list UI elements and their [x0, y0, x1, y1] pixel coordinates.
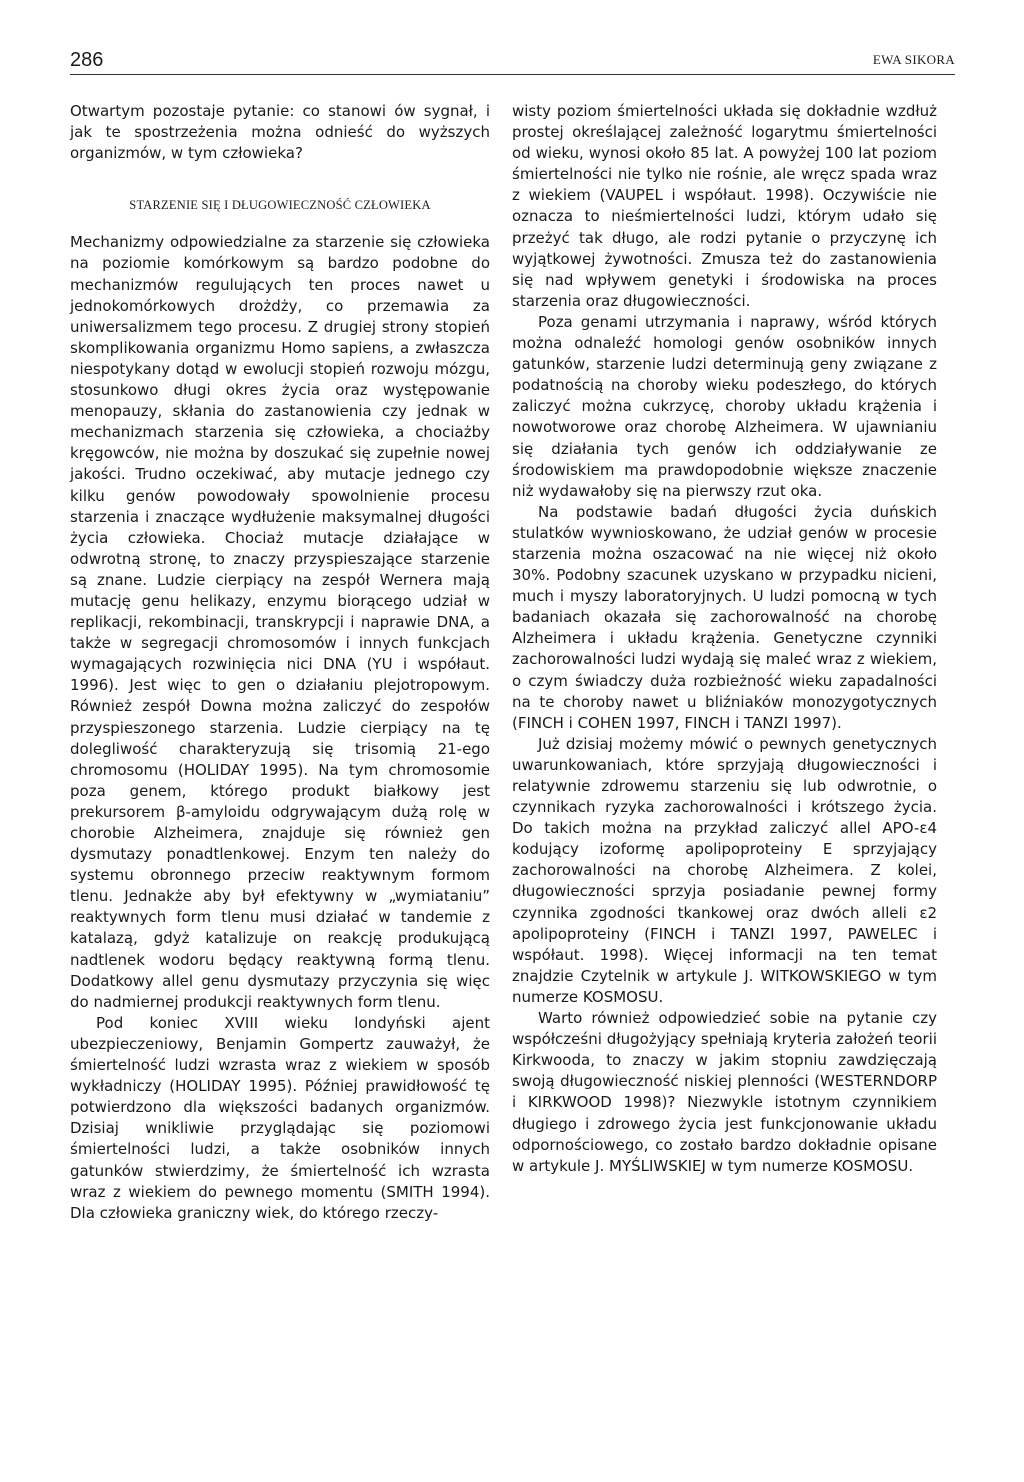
paragraph: Otwartym pozostaje pytanie: co stanowi ów sygnał, i jak te spostrzeżenia można odnieść do wyższych organizmów, w tym człowieka? [70, 102, 490, 163]
paragraph: wisty poziom śmiertelności układa się dokładnie wzdłuż prostej określającej zależność logarytmu śmiertelności od wieku, wynosi około 85 lat. A powyżej 100 lat poziom śmiertelności nie tylko nie rośnie, ale wręcz spada wraz z wiekiem (VAUPEL i współaut. 1998). Oczywiście nie oznacza to nieśmiertelności ludzi, którym udało się przeżyć tak długo, ale rodzi pytanie o przyczynę ich wyjątkowej żywotności. Zmusza też do zastanowienia się nad wpływem genetyki i środowiska na proces starzenia oraz długowieczności. [512, 102, 937, 310]
running-head: EWA SIKORA [872, 52, 955, 67]
paragraph: Warto również odpowiedzieć sobie na pytanie czy współcześni długożyjący spełniają kryteria założeń teorii Kirkwooda, to znaczy w jakim stopniu zawdzięczają swoją długowieczność niskiej plenności (WESTERNDORP i KIRKWOOD 1998)? Niezwykle istotnym czynnikiem długiego i zdrowego życia jest funkcjonowanie układu odpornościowego, co zostało bardzo dokładnie opisane w artykule J. MYŚLIWSKIEJ w tym numerze KOSMOSU. [512, 1009, 937, 1175]
paragraph: Na podstawie badań długości życia duńskich stulatków wywnioskowano, że udział genów w procesie starzenia można oszacować na nie więcej niż około 30%. Podobny szacunek uzyskano w przypadku nicieni, much i myszy laboratoryjnych. U ludzi pomocną w tych badaniach okazała się zachorowalność na chorobę Alzheimera i układu krążenia. Genetyczne czynniki zachorowalności ludzi wydają się maleć wraz z wiekiem, o czym świadczy duża rozbieżność wieku zapadalności na te choroby nawet u bliźniaków monozygotycznych (FINCH i COHEN 1997, FINCH i TANZI 1997). [512, 502, 937, 732]
page-header [70, 48, 955, 75]
section-title: STARZENIE SIĘ I DŁUGOWIECZNOŚĆ CZŁOWIEKA [129, 198, 431, 213]
paragraph: Już dzisiaj możemy mówić o pewnych genetycznych uwarunkowaniach, które sprzyjają długowieczności i relatywnie zdrowemu starzeniu się lub odwrotnie, o czynnikach ryzyka zachorowalności i krótszego życia. Do takich można na przykład zaliczyć allel APO-ε4 kodujący izoformę apolipoproteiny E sprzyjający zachorowalności na chorobę Alzheimera. Z kolei, długowieczności sprzyja posiadanie pewnej formy czynnika zgodności tkankowej oraz dwóch alleli ε2 apolipoproteiny (FINCH i TANZI 1997, PAWELEC i współaut. 1998). Więcej informacji na ten temat znajdzie Czytelnik w artykule J. WITKOWSKIEGO w tym numerze KOSMOSU. [512, 734, 937, 1006]
page-number: 286 [70, 49, 104, 71]
paragraph: Mechanizmy odpowiedzialne za starzenie się człowieka na poziomie komórkowym są bardzo podobne do mechanizmów regulujących ten proces nawet u jednokomórkowych drożdży, co przemawia za uniwersalizmem tego procesu. Z drugiej strony stopień skomplikowania organizmu Homo sapiens, a zwłaszcza niespotykany dotąd w ewolucji stopień rozwoju mózgu, stosunkowo długi okres życia oraz występowanie menopauzy, skłania do zastanowienia czy jednak w mechanizmach starzenia się człowieka, a chociażby kręgowców, nie można by doszukać się zupełnie nowej jakości. Trudno oczekiwać, aby mutacje jednego czy kilku genów powodowały spowolnienie procesu starzenia i znaczące wydłużenie maksymalnej długości życia człowieka. Chociaż mutacje działające w odwrotną stronę, to znaczy przyspieszające starzenie są znane. Ludzie cierpiący na zespół Wernera mają mutację genu helikazy, enzymu biorącego udział w replikacji, rekombinacji, transkrypcji i naprawie DNA, a także w segregacji chromosomów i innych funkcjach wymagających rozwinięcia nici DNA (YU i współaut. 1996). Jest więc to gen o działaniu plejotropowym. Również zespół Downa można zaliczyć do zespołów przyspieszonego starzenia. Ludzie cierpiący na tę dolegliwość charakteryzują się trisomią 21-ego chromosomu (HOLIDAY 1995). Na tym chromosomie poza genem, którego produkt białkowy jest prekursorem β-amyloidu odgrywającym dużą rolę w chorobie Alzheimera, znajduje się również gen dysmutazy ponadtlenkowej. Enzym ten należy do systemu obronnego przeciw reaktywnym formom tlenu. Jednakże aby był efektywny w „wymiataniu” reaktywnych form tlenu musi działać w tandemie z katalazą, gdyż katalizuje on reakcję produkującą nadtlenek wodoru będący reaktywną formą tlenu. Dodatkowy allel genu dysmutazy przyczynia się więc do nadmiernej produkcji reaktywnych form tlenu. [70, 233, 490, 1011]
paragraph: Pod koniec XVIII wieku londyński ajent ubezpieczeniowy, Benjamin Gompertz zauważył, że śmiertelność ludzi wzrasta wraz z wiekiem w sposób wykładniczy (HOLIDAY 1995). Później prawidłowość tę potwierdzono dla większości badanych organizmów. Dzisiaj wnikliwie przyglądając się poziomowi śmiertelności ludzi, a także osobników innych gatunków stwierdzimy, że śmiertelność ich wzrasta wraz z wiekiem do pewnego momentu (SMITH 1994). Dla człowieka graniczny wiek, do którego rzeczy- [70, 1013, 490, 1222]
right-column [512, 101, 937, 1177]
paragraph: Poza genami utrzymania i naprawy, wśród których można odnaleźć homologi genów osobników innych gatunków, starzenie ludzi determinują geny związane z podatnością na choroby wieku podeszłego, do których zaliczyć można cukrzycę, choroby układu krążenia i nowotworowe oraz chorobę Alzheimera. W ujawnianiu się działania tych genów ich oddziaływanie ze środowiskiem ma prawdopodobnie większe znaczenie niż wydawałoby się na pierwszy rzut oka. [512, 312, 937, 500]
left-column [70, 101, 490, 1224]
